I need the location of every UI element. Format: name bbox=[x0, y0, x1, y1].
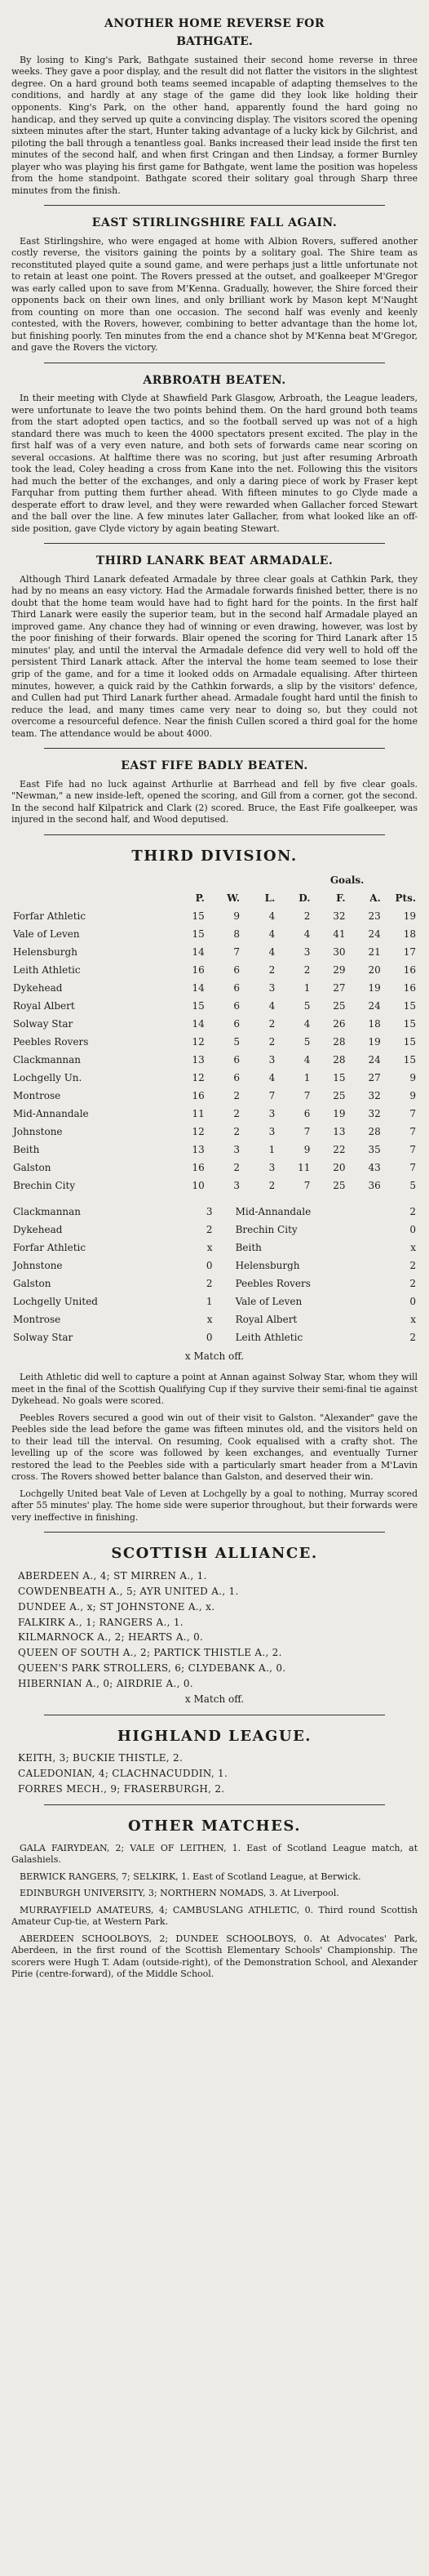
stat-cell: 16 bbox=[403, 964, 416, 977]
stat-cell: 29 bbox=[333, 964, 346, 977]
match-off-note: x Match off. bbox=[184, 1693, 245, 1705]
table-row bbox=[11, 1159, 418, 1177]
away-score: 2 bbox=[409, 1260, 416, 1272]
stat-cell: 15 bbox=[192, 928, 205, 941]
stat-cell: 32 bbox=[368, 1108, 381, 1120]
team-name: Forfar Athletic bbox=[13, 910, 86, 923]
home-team: Solway Star bbox=[13, 1332, 73, 1344]
stat-cell: 4 bbox=[268, 910, 276, 923]
result-row bbox=[11, 1293, 418, 1311]
team-name: Johnstone bbox=[13, 1126, 63, 1138]
table-row bbox=[11, 1052, 418, 1070]
stat-cell: 6 bbox=[233, 1000, 241, 1012]
article-east-stirlingshire bbox=[11, 216, 418, 354]
result-line: BERWICK RANGERS, 7; SELKIRK, 1. East of Scotland League, at Berwick. bbox=[20, 1871, 361, 1882]
divider bbox=[44, 834, 385, 835]
team-name: Dykehead bbox=[13, 982, 63, 994]
team-name: Beith bbox=[13, 1144, 40, 1156]
home-score: x bbox=[206, 1314, 213, 1326]
stat-cell: 36 bbox=[368, 1180, 381, 1192]
result-row bbox=[11, 1311, 418, 1329]
away-score: 2 bbox=[409, 1206, 416, 1218]
divider bbox=[44, 1532, 385, 1533]
away-score: x bbox=[410, 1242, 416, 1254]
stat-cell: 28 bbox=[368, 1126, 381, 1138]
article-body: Leith Athletic did well to capture a point at Annan against Solway Star, whom they will meet in the final of the Scottish Qualifying Cup if they survive their semi-final tie against Dykehead. No goals were scored. bbox=[11, 1372, 418, 1407]
column-header: D. bbox=[299, 892, 311, 905]
stat-cell: 12 bbox=[192, 1036, 205, 1048]
article-body: Although Third Lanark defeated Armadale by three clear goals at Cathkin Park, they had by no means an easy victory. Had the Armadale forwards finished better, there is no doubt that the home team would have had to fight hard for the points. In the first half Third Lanark were easily the superior team, but in the second half Armadale played an improved game. Any chance they had of winning or even drawing, however, was lost by the poor finishing of their forwards. Blair opened the scoring for Third Lanark after 15 minutes' play, and until the interval the Armadale defence did very well to hold off the persistent Third Lanark attack. After the interval the home team seemed to lose their grip of the game, and for a time it looked odds on Armadale equalising. After thirteen minutes, however, a quick raid by the Cathkin forwards, a slip by the visitors' defence, and Cullen had put Third Lanark further ahead. Armadale fought hard until the finish to reduce the lead, and many times came very near to doing so, but they could not overcome a resourceful defence. Near the finish Cullen scored a third goal for the home team. The attendance would be about 4000. bbox=[11, 573, 418, 739]
highland-league-section bbox=[11, 1727, 418, 1796]
stat-cell: 22 bbox=[333, 1144, 346, 1156]
result-line: EDINBURGH UNIVERSITY, 3; NORTHERN NOMADS, 3. At Liverpool. bbox=[20, 1888, 339, 1899]
article-east-fife bbox=[11, 759, 418, 826]
stat-cell: 3 bbox=[268, 1108, 276, 1120]
team-name: Galston bbox=[13, 1162, 51, 1174]
stat-cell: 6 bbox=[233, 964, 241, 977]
result-line: ABERDEEN A., 4; ST MIRREN A., 1. bbox=[18, 1570, 207, 1582]
headline: EAST STIRLINGSHIRE FALL AGAIN. bbox=[91, 216, 338, 230]
highland-results bbox=[11, 1752, 418, 1795]
stat-cell: 2 bbox=[268, 964, 276, 977]
result-line: ABERDEEN SCHOOLBOYS, 2; DUNDEE SCHOOLBOYS, 0. At Advocates' Park, Aberdeen, in the first round of the Scottish Elementary Schools' Championship. The scorers were Hugh T. Adam (outside-right), of the Demonstration School, and Alexander Pirie (centre-forward), of the Middle School. bbox=[11, 1933, 418, 1980]
home-score: 2 bbox=[206, 1224, 213, 1236]
stat-cell: 2 bbox=[268, 1018, 276, 1030]
stat-cell: 32 bbox=[333, 910, 346, 923]
stat-cell: 3 bbox=[303, 946, 311, 959]
results-rows bbox=[11, 1203, 418, 1347]
result-row bbox=[11, 1329, 418, 1347]
column-header: F. bbox=[336, 892, 346, 905]
league-table bbox=[11, 872, 418, 1195]
headline: EAST FIFE BADLY BEATEN. bbox=[121, 759, 308, 773]
stat-cell: 9 bbox=[409, 1090, 416, 1102]
alliance-results bbox=[11, 1570, 418, 1691]
other-results bbox=[11, 1843, 418, 1981]
spacer bbox=[214, 1203, 234, 1221]
article-body: Peebles Rovers secured a good win out of their visit to Galston. "Alexander" gave the Peebles side the lead before the game was fifteen minutes old, and the visitors held on to their lead till the interval. On resuming, Cook equalised with a crafty shot. The levelling up of the score was followed by keen exchanges, and eventually Turner restored the lead to the Peebles side with a particularly smart header from a M'Lavin cross. The Rovers showed better balance than Galston, and deserved their win. bbox=[11, 1412, 418, 1483]
stat-cell: 7 bbox=[303, 1126, 311, 1138]
article-body: In their meeting with Clyde at Shawfield Park Glasgow, Arbroath, the League leaders, were unfortunate to leave the two points behind them. On the hard ground both teams from the start adopted open tactics, and so the football served up was not of a high standard there was much to keen the 4000 spectators present excited. The play in the first half was of a very even nature, and both sets of forwards came near scoring on several occasions. At halftime there was no scoring, but just after resuming Arbroath took the lead, Coley heading a cross from Kane into the net. Following this the visitors had much the better of the exchanges, and only a daring piece of work by Fraser kept Farquhar from putting them further ahead. With fifteen minutes to go Clyde made a desperate effort to draw level, and they were rewarded when Gallacher forced Stewart and the ball over the line. A few minutes later Gallacher, from what looked like an off-side position, gave Clyde victory by again beating Stewart. bbox=[11, 393, 418, 534]
article-third-lanark bbox=[11, 554, 418, 740]
stat-cell: 3 bbox=[233, 1180, 241, 1192]
team-name: Leith Athletic bbox=[13, 964, 81, 977]
column-header: L. bbox=[264, 892, 276, 905]
standings-rows bbox=[11, 908, 418, 1195]
stat-cell: 16 bbox=[192, 1090, 205, 1102]
stat-cell: 1 bbox=[303, 982, 311, 994]
result-row bbox=[11, 1275, 418, 1293]
stat-cell: 35 bbox=[368, 1144, 381, 1156]
column-header: P. bbox=[195, 892, 205, 905]
result-line: CALEDONIAN, 4; CLACHNACUDDIN, 1. bbox=[18, 1768, 228, 1780]
stat-cell: 2 bbox=[303, 910, 311, 923]
result-line: DUNDEE A., x; ST JOHNSTONE A., x. bbox=[18, 1600, 215, 1613]
stat-cell: 8 bbox=[233, 928, 241, 941]
article-body: East Stirlingshire, who were engaged at home with Albion Rovers, suffered another costly reverse, the visitors gaining the points by a solitary goal. The Shire team as reconstituted played quite a sound game, and were perhaps just a little unfortunate not to retain at least one point. The Rovers pressed at the outset, and goalkeeper M'Gregor was early called upon to save from M'Kenna. Gradually, however, the Shire forced their opponents back on their own lines, and only brilliant work by Mason kept M'Naught from counting on more than one occasion. The second half was evenly and keenly contested, with the Rovers, however, combining to better advantage than the home lot, but finishing poorly. Ten minutes from the end a chance shot by M'Kenna beat M'Gregor, and gave the Rovers the victory. bbox=[11, 235, 418, 354]
column-header: Pts. bbox=[395, 892, 416, 905]
away-score: 2 bbox=[409, 1278, 416, 1290]
third-division-section bbox=[11, 847, 418, 1364]
column-header: W. bbox=[227, 892, 241, 905]
table-row bbox=[11, 908, 418, 926]
stat-cell: 17 bbox=[403, 946, 416, 959]
stat-cell: 2 bbox=[233, 1162, 241, 1174]
stat-cell: 15 bbox=[403, 1036, 416, 1048]
stat-cell: 5 bbox=[233, 1036, 241, 1048]
stat-cell: 16 bbox=[192, 964, 205, 977]
table-row bbox=[11, 1034, 418, 1052]
article-body: East Fife had no luck against Arthurlie at Barrhead and fell by five clear goals. "Newman," a new inside-left, opened the scoring, and Gill from a corner, got the second. In the second half Kilpatrick and Clark (2) scored. Bruce, the East Fife goalkeeper, was injured in the second half, and Wood deputised. bbox=[11, 778, 418, 825]
spacer bbox=[214, 1221, 234, 1239]
headline-continued: BATHGATE. bbox=[176, 35, 253, 49]
table-row bbox=[11, 1177, 418, 1195]
spacer bbox=[214, 1239, 234, 1257]
stat-cell: 11 bbox=[192, 1108, 205, 1120]
stat-cell: 6 bbox=[233, 982, 241, 994]
stat-cell: 20 bbox=[368, 964, 381, 977]
stat-cell: 2 bbox=[233, 1090, 241, 1102]
stat-cell: 6 bbox=[303, 1108, 311, 1120]
article-body: Lochgelly United beat Vale of Leven at Lochgelly by a goal to nothing, Murray scored after 55 minutes' play. The home side were superior throughout, but their forwards were very ineffective in finishing. bbox=[11, 1488, 418, 1523]
home-team: Montrose bbox=[13, 1314, 61, 1326]
team-name: Solway Star bbox=[13, 1018, 73, 1030]
away-team: Vale of Leven bbox=[235, 1296, 303, 1308]
stat-cell: 6 bbox=[233, 1072, 241, 1084]
headline: THIRD LANARK BEAT ARMADALE. bbox=[95, 554, 334, 568]
stat-cell: 7 bbox=[233, 946, 241, 959]
result-line: GALA FAIRYDEAN, 2; VALE OF LEITHEN, 1. East of Scotland League match, at Galashiels. bbox=[11, 1842, 418, 1866]
stat-cell: 16 bbox=[403, 982, 416, 994]
stat-cell: 14 bbox=[192, 982, 205, 994]
home-score: 0 bbox=[206, 1332, 213, 1344]
stat-cell: 3 bbox=[268, 1162, 276, 1174]
stat-cell: 15 bbox=[333, 1072, 346, 1084]
match-off-note: x Match off. bbox=[184, 1350, 245, 1363]
goals-label: Goals. bbox=[329, 874, 365, 887]
stat-cell: 19 bbox=[368, 1036, 381, 1048]
divider bbox=[44, 748, 385, 749]
stat-cell: 2 bbox=[233, 1108, 241, 1120]
goals-label-row bbox=[11, 872, 418, 890]
home-team: Johnstone bbox=[13, 1260, 63, 1272]
stat-cell: 20 bbox=[333, 1162, 346, 1174]
result-line: KEITH, 3; BUCKIE THISTLE, 2. bbox=[18, 1752, 184, 1764]
stat-cell: 7 bbox=[409, 1144, 416, 1156]
stat-cell: 4 bbox=[303, 1054, 311, 1066]
divider bbox=[44, 543, 385, 544]
away-score: 0 bbox=[409, 1224, 416, 1236]
stat-cell: 1 bbox=[268, 1144, 276, 1156]
home-score: x bbox=[206, 1242, 213, 1254]
result-line: MURRAYFIELD AMATEURS, 4; CAMBUSLANG ATHLETIC, 0. Third round Scottish Amateur Cup-tie, at Western Park. bbox=[11, 1904, 418, 1928]
table-row bbox=[11, 1106, 418, 1123]
stat-cell: 7 bbox=[303, 1180, 311, 1192]
stat-cell: 15 bbox=[403, 1000, 416, 1012]
stat-cell: 2 bbox=[268, 1036, 276, 1048]
result-line: KILMARNOCK A., 2; HEARTS A., 0. bbox=[18, 1631, 204, 1644]
result-row bbox=[11, 1221, 418, 1239]
stat-cell: 7 bbox=[409, 1108, 416, 1120]
table-row bbox=[11, 1141, 418, 1159]
stat-cell: 2 bbox=[233, 1126, 241, 1138]
stat-cell: 43 bbox=[368, 1162, 381, 1174]
table-row bbox=[11, 998, 418, 1016]
home-score: 3 bbox=[206, 1206, 213, 1218]
stat-cell: 32 bbox=[368, 1090, 381, 1102]
divider bbox=[44, 1804, 385, 1805]
stat-cell: 12 bbox=[192, 1126, 205, 1138]
divider bbox=[44, 205, 385, 206]
stat-cell: 5 bbox=[303, 1036, 311, 1048]
team-name: Lochgelly Un. bbox=[13, 1072, 82, 1084]
stat-cell: 23 bbox=[368, 910, 381, 923]
stat-cell: 9 bbox=[233, 910, 241, 923]
spacer bbox=[214, 1257, 234, 1275]
away-team: Peebles Rovers bbox=[235, 1278, 311, 1290]
stat-cell: 19 bbox=[403, 910, 416, 923]
stat-cell: 24 bbox=[368, 1000, 381, 1012]
result-row bbox=[11, 1203, 418, 1221]
home-score: 1 bbox=[206, 1296, 213, 1308]
result-row bbox=[11, 1257, 418, 1275]
stat-cell: 13 bbox=[333, 1126, 346, 1138]
section-title: THIRD DIVISION. bbox=[131, 847, 298, 865]
table-row bbox=[11, 1070, 418, 1088]
column-header: A. bbox=[369, 892, 381, 905]
stat-cell: 10 bbox=[192, 1180, 205, 1192]
home-team: Clackmannan bbox=[13, 1206, 82, 1218]
away-team: Mid-Annandale bbox=[235, 1206, 312, 1218]
article-body: By losing to King's Park, Bathgate sustained their second home reverse in three weeks. They gave a poor display, and the result did not flatter the visitors in the slightest degree. On a hard ground both teams seemed incapable of adapting themselves to the conditions, and hardly at any stage of the game did they look like holding their opponents. King's Park, on the other hand, apparently found the hard going no handicap, and they served up quite a convincing display. The visitors scored the opening sixteen minutes after the start, Hunter taking advantage of a lucky kick by Gilchrist, and piloting the ball through a tenantless goal. Banks increased their lead inside the first ten minutes of the second half, and when first Cringan and then Lindsay, a former Burnley player who was playing his first game for Bathgate, went lame the position was hopeless from the home standpoint. Bathgate scored their solitary goal through Sharp three minutes from the finish. bbox=[11, 54, 418, 196]
home-team: Galston bbox=[13, 1278, 51, 1290]
home-score: 0 bbox=[206, 1260, 213, 1272]
away-team: Royal Albert bbox=[235, 1314, 298, 1326]
spacer bbox=[214, 1329, 234, 1347]
stat-cell: 28 bbox=[333, 1054, 346, 1066]
team-name: Montrose bbox=[13, 1090, 61, 1102]
team-name: Royal Albert bbox=[13, 1000, 75, 1012]
other-matches-section bbox=[11, 1817, 418, 1981]
home-team: Dykehead bbox=[13, 1224, 63, 1236]
stat-cell: 24 bbox=[368, 928, 381, 941]
team-name: Helensburgh bbox=[13, 946, 77, 959]
stat-cell: 7 bbox=[268, 1090, 276, 1102]
stat-cell: 12 bbox=[192, 1072, 205, 1084]
home-team: Lochgelly United bbox=[13, 1296, 98, 1308]
headline: ANOTHER HOME REVERSE FOR bbox=[104, 17, 325, 30]
table-row bbox=[11, 944, 418, 962]
team-name: Peebles Rovers bbox=[13, 1036, 89, 1048]
stat-cell: 19 bbox=[333, 1108, 346, 1120]
away-score: 0 bbox=[409, 1296, 416, 1308]
stat-cell: 5 bbox=[303, 1000, 311, 1012]
section-title: HIGHLAND LEAGUE. bbox=[117, 1727, 312, 1745]
away-team: Brechin City bbox=[235, 1224, 298, 1236]
stat-cell: 9 bbox=[303, 1144, 311, 1156]
spacer bbox=[214, 1275, 234, 1293]
stat-cell: 30 bbox=[333, 946, 346, 959]
stat-cell: 14 bbox=[192, 946, 205, 959]
stat-cell: 2 bbox=[303, 964, 311, 977]
stat-cell: 4 bbox=[268, 1000, 276, 1012]
stat-cell: 7 bbox=[409, 1162, 416, 1174]
stat-cell: 1 bbox=[303, 1072, 311, 1084]
stat-cell: 18 bbox=[368, 1018, 381, 1030]
away-team: Leith Athletic bbox=[235, 1332, 303, 1344]
stat-cell: 15 bbox=[403, 1054, 416, 1066]
stat-cell: 25 bbox=[333, 1000, 346, 1012]
spacer bbox=[214, 1311, 234, 1329]
stat-cell: 13 bbox=[192, 1144, 205, 1156]
team-name: Clackmannan bbox=[13, 1054, 82, 1066]
results-table bbox=[11, 1203, 418, 1347]
result-line: FALKIRK A., 1; RANGERS A., 1. bbox=[18, 1616, 184, 1628]
spacer bbox=[214, 1293, 234, 1311]
away-score: x bbox=[410, 1314, 416, 1326]
away-score: 2 bbox=[409, 1332, 416, 1344]
away-team: Helensburgh bbox=[235, 1260, 300, 1272]
stat-cell: 3 bbox=[268, 1054, 276, 1066]
away-team: Beith bbox=[235, 1242, 262, 1254]
table-row bbox=[11, 1016, 418, 1034]
stat-cell: 18 bbox=[403, 928, 416, 941]
stat-cell: 3 bbox=[233, 1144, 241, 1156]
result-line: HIBERNIAN A., 0; AIRDRIE A., 0. bbox=[18, 1677, 193, 1689]
stat-cell: 15 bbox=[192, 1000, 205, 1012]
stat-cell: 15 bbox=[192, 910, 205, 923]
stat-cell: 4 bbox=[268, 1072, 276, 1084]
stat-cell: 13 bbox=[192, 1054, 205, 1066]
stat-cell: 14 bbox=[192, 1018, 205, 1030]
team-name: Vale of Leven bbox=[13, 928, 80, 941]
stat-cell: 19 bbox=[368, 982, 381, 994]
stat-cell: 3 bbox=[268, 1126, 276, 1138]
result-line: QUEEN OF SOUTH A., 2; PARTICK THISTLE A., 2. bbox=[18, 1647, 282, 1659]
article-division-reports bbox=[11, 1372, 418, 1524]
stat-cell: 4 bbox=[268, 928, 276, 941]
stat-cell: 3 bbox=[268, 982, 276, 994]
stat-cell: 16 bbox=[192, 1162, 205, 1174]
article-arbroath bbox=[11, 373, 418, 536]
stat-cell: 25 bbox=[333, 1180, 346, 1192]
result-line: QUEEN'S PARK STROLLERS, 6; CLYDEBANK A., 0. bbox=[18, 1662, 286, 1675]
column-headers bbox=[11, 890, 418, 908]
scottish-alliance-section bbox=[11, 1544, 418, 1706]
stat-cell: 4 bbox=[268, 946, 276, 959]
stat-cell: 27 bbox=[333, 982, 346, 994]
table-row bbox=[11, 1123, 418, 1141]
stat-cell: 25 bbox=[333, 1090, 346, 1102]
stat-cell: 41 bbox=[333, 928, 346, 941]
result-row bbox=[11, 1239, 418, 1257]
stat-cell: 9 bbox=[409, 1072, 416, 1084]
stat-cell: 2 bbox=[268, 1180, 276, 1192]
team-name: Mid-Annandale bbox=[13, 1108, 89, 1120]
stat-cell: 7 bbox=[409, 1126, 416, 1138]
stat-cell: 11 bbox=[298, 1162, 311, 1174]
table-row bbox=[11, 962, 418, 980]
result-line: FORRES MECH., 9; FRASERBURGH, 2. bbox=[18, 1783, 225, 1795]
stat-cell: 15 bbox=[403, 1018, 416, 1030]
home-team: Forfar Athletic bbox=[13, 1242, 86, 1254]
table-row bbox=[11, 926, 418, 944]
stat-cell: 4 bbox=[303, 928, 311, 941]
result-line: COWDENBEATH A., 5; AYR UNITED A., 1. bbox=[18, 1585, 239, 1597]
stat-cell: 5 bbox=[409, 1180, 416, 1192]
team-name: Brechin City bbox=[13, 1180, 76, 1192]
stat-cell: 4 bbox=[303, 1018, 311, 1030]
headline: ARBROATH BEATEN. bbox=[143, 373, 286, 387]
stat-cell: 6 bbox=[233, 1054, 241, 1066]
table-row bbox=[11, 980, 418, 998]
stat-cell: 28 bbox=[333, 1036, 346, 1048]
stat-cell: 6 bbox=[233, 1018, 241, 1030]
section-title: OTHER MATCHES. bbox=[127, 1817, 301, 1835]
table-row bbox=[11, 1088, 418, 1106]
stat-cell: 7 bbox=[303, 1090, 311, 1102]
section-title: SCOTTISH ALLIANCE. bbox=[111, 1545, 318, 1563]
home-score: 2 bbox=[206, 1278, 213, 1290]
stat-cell: 27 bbox=[368, 1072, 381, 1084]
article-bathgate bbox=[11, 16, 418, 197]
stat-cell: 21 bbox=[368, 946, 381, 959]
stat-cell: 26 bbox=[333, 1018, 346, 1030]
stat-cell: 24 bbox=[368, 1054, 381, 1066]
